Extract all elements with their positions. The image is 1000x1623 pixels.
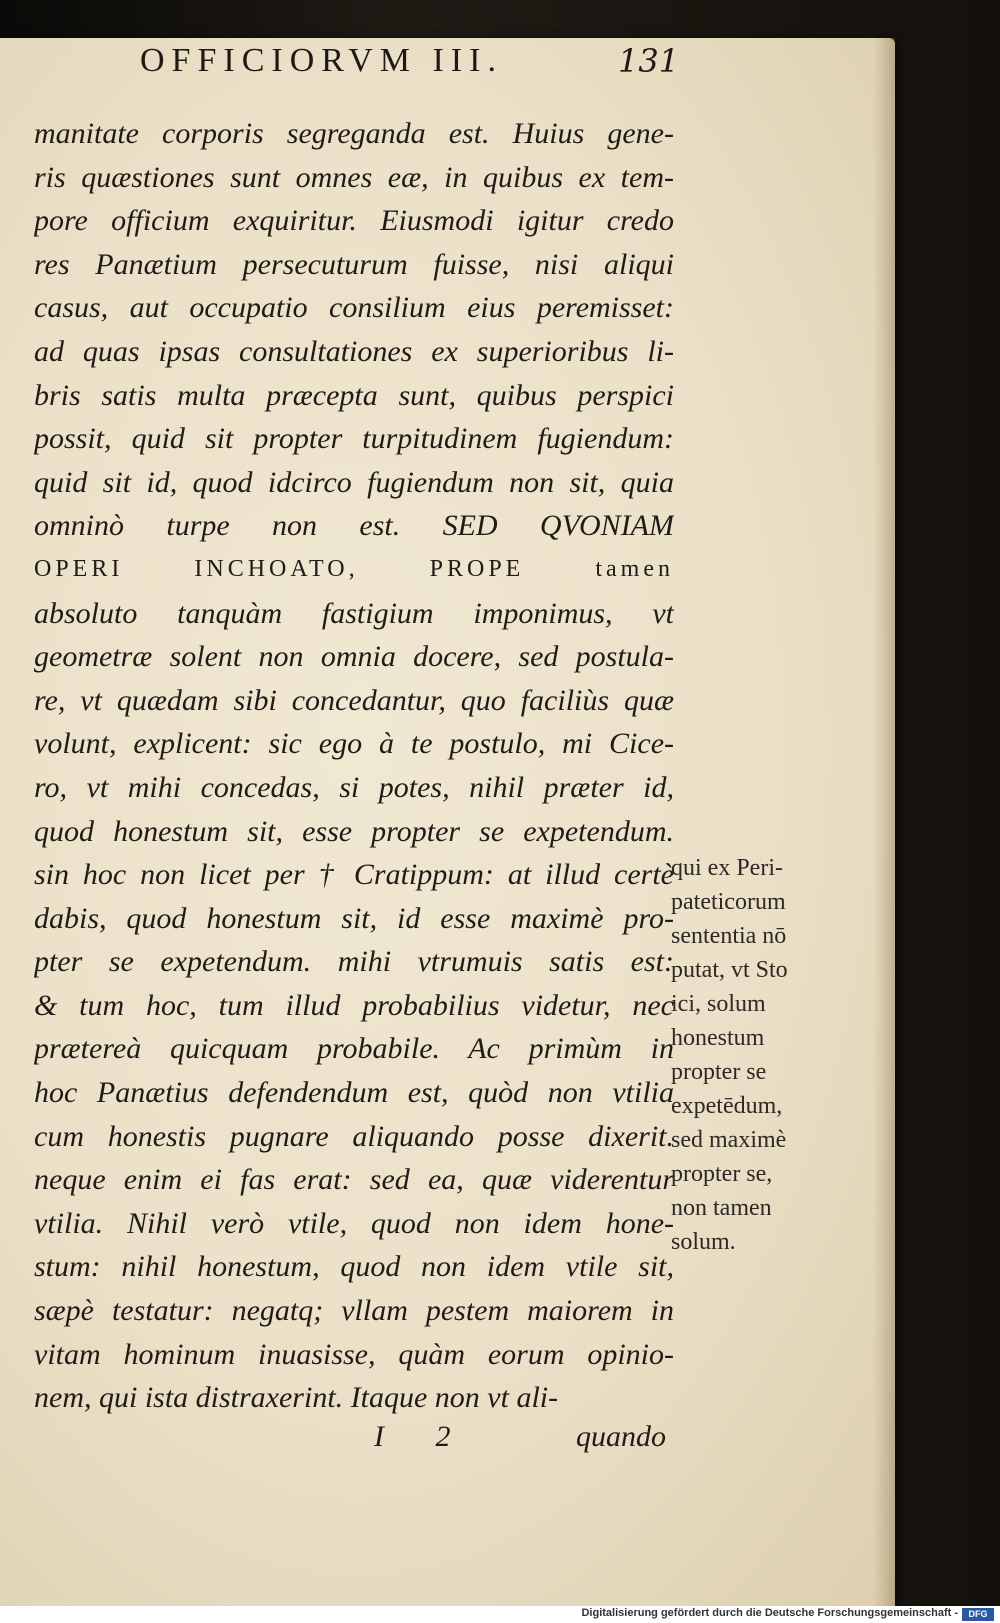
marginal-line: putat, vt Sto (671, 957, 788, 983)
text-line: prætereà quicquam probabile. Ac primùm in (34, 1032, 674, 1066)
text-line: quid sit id, quod idcirco fugiendum non sit, quia (34, 465, 674, 499)
text-line: geometræ solent non omnia docere, sed postula- (34, 640, 674, 674)
text-line: quod honestum sit, esse propter se expetendum. (34, 814, 674, 848)
running-title: OFFICIORVM III. (140, 42, 503, 79)
text-line: pter se expetendum. mihi vtrumuis satis est: (34, 945, 674, 979)
marginal-line: pateticorum (671, 889, 786, 915)
marginal-line: honestum (671, 1025, 765, 1051)
text-line: hoc Panætius defendendum est, quòd non vtilia (34, 1076, 674, 1110)
credit-text: Digitalisierung gefördert durch die Deutsche Forschungsgemeinschaft - (581, 1607, 958, 1619)
marginal-line: propter se (671, 1059, 767, 1085)
text-line: possit, quid sit propter turpitudinem fugiendum: (34, 422, 674, 456)
signature-mark: I 2 (374, 1420, 473, 1453)
text-line: absoluto tanquàm fastigium imponimus, vt (34, 596, 674, 630)
text-line: casus, aut occupatio consilium eius peremisset: (34, 291, 674, 325)
text-line: manitate corporis segreganda est. Huius gene- (34, 117, 674, 150)
text-line: OPERI INCHOATO, PROPE tamen (34, 555, 674, 582)
credit-bar (0, 1606, 1000, 1623)
text-line: & tum hoc, tum illud probabilius videtur, nec (34, 988, 674, 1022)
marginal-line: sententia nō (671, 923, 787, 949)
text-line: res Panætium persecuturum fuisse, nisi aliqui (34, 247, 674, 281)
text-line: ris quæstiones sunt omnes eæ, in quibus ex tem- (34, 160, 674, 194)
text-line: vitam hominum inuasisse, quàm eorum opinio- (34, 1337, 674, 1371)
text-line: bris satis multa præcepta sunt, quibus perspici (34, 378, 674, 412)
text-line: ad quas ipsas consultationes ex superioribus li- (34, 334, 674, 368)
text-line: cum honestis pugnare aliquando posse dixerit. (34, 1119, 674, 1153)
marginal-line: expetēdum, (671, 1093, 783, 1119)
body-text (34, 112, 674, 1420)
text-line: nem, qui ista distraxerint. Itaque non vt ali- (34, 1381, 559, 1415)
catchword: quando (576, 1420, 666, 1453)
text-line: volunt, explicent: sic ego à te postulo, mi Cice- (34, 727, 674, 761)
text-line: sin hoc non licet per † Cratippum: at illud certè (34, 858, 674, 892)
text-line: pore officium exquiritur. Eiusmodi igitur credo (34, 204, 674, 238)
text-line: vtilia. Nihil verò vtile, quod non idem hone- (34, 1206, 674, 1240)
dfg-logo-icon: DFG (962, 1608, 994, 1621)
marginal-line: non tamen (671, 1195, 772, 1221)
marginal-line: sed maximè (671, 1127, 787, 1153)
text-line: dabis, quod honestum sit, id esse maximè pro- (34, 901, 674, 935)
text-line: re, vt quædam sibi concedantur, quo faciliùs quæ (34, 683, 674, 717)
marginal-line: solum. (671, 1229, 736, 1255)
text-line: sæpè testatur: negatq; vllam pestem maiorem in (34, 1294, 674, 1328)
text-line: ro, vt mihi concedas, si potes, nihil præter id, (34, 770, 674, 804)
text-line: omninò turpe non est. SED QVONIAM (34, 509, 674, 543)
page-number: 131 (618, 42, 680, 80)
marginal-line: ici, solum (671, 991, 766, 1017)
text-line: neque enim ei fas erat: sed ea, quæ viderentur (34, 1163, 674, 1197)
text-line: stum: nihil honestum, quod non idem vtile sit, (34, 1250, 674, 1284)
marginal-note (671, 851, 841, 1259)
marginal-line: qui ex Peri- (671, 855, 783, 881)
marginal-line: propter se, (671, 1161, 773, 1187)
page-edge-shadow (873, 38, 895, 1606)
page-footer (0, 1420, 900, 1470)
page-header (0, 42, 900, 102)
